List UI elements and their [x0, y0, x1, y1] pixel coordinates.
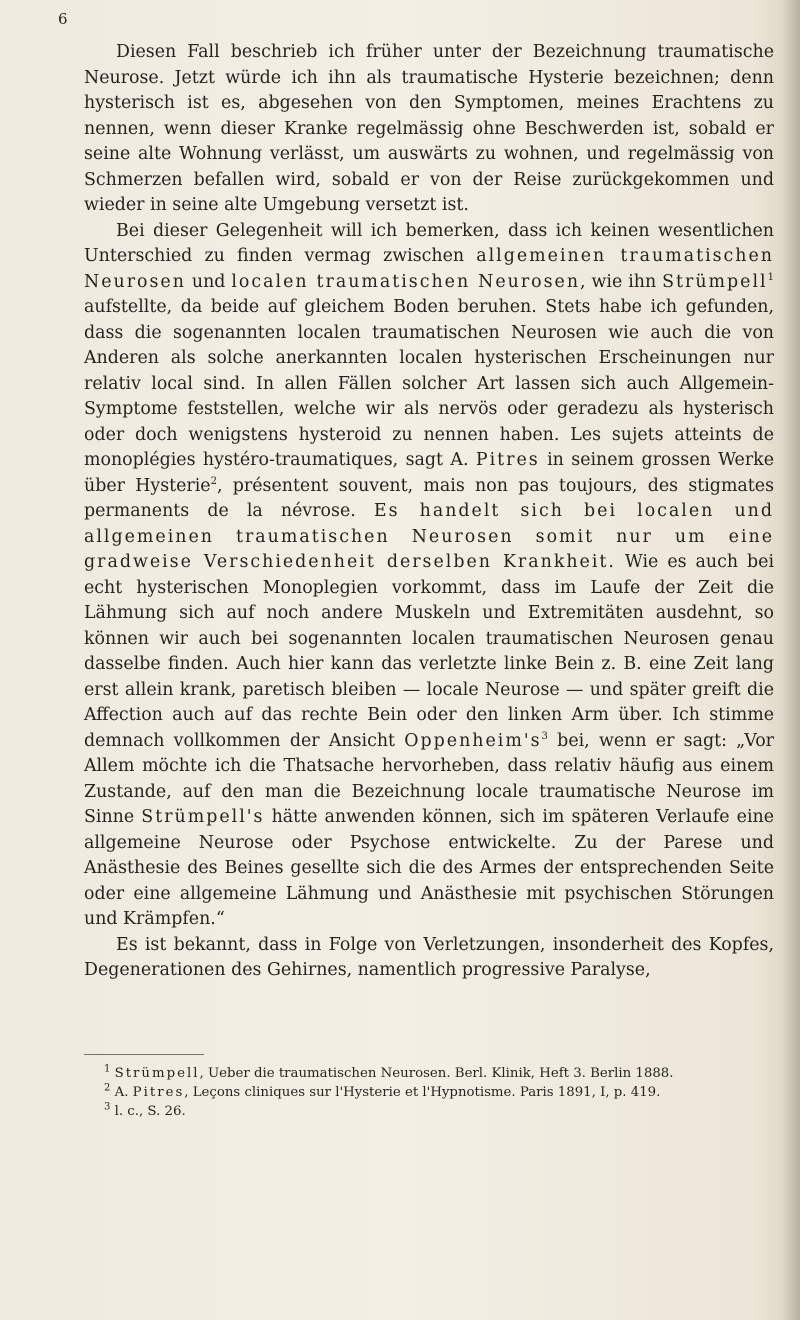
text-run: Es ist bekannt, dass in Folge von Verletzungen, insonderheit des Kopfes, Degenerationen des Gehirnes, namentlich progressive Paralyse,	[84, 934, 774, 980]
spaced-emphasis: Oppenheim's	[404, 730, 542, 751]
text-run: bei, wenn er sagt: „Vor Allem möchte ich die Thatsache hervorheben, dass relativ häufig aus einem Zustande, auf den man die Bezeichnung locale traumatische Neurose im Sinne	[84, 730, 774, 827]
paragraph	[84, 40, 774, 219]
text-run: , présentent souvent, mais non pas toujours, des stigmates permanents de la névrose.	[84, 475, 775, 521]
footnote-marker: 3	[541, 730, 548, 742]
spaced-emphasis: Strümpell	[114, 1066, 200, 1081]
footnote	[84, 1083, 774, 1102]
text-run: l. c., S. 26.	[110, 1104, 186, 1119]
text-run: , wie ihn	[580, 271, 663, 292]
paragraph	[84, 933, 774, 984]
text-run: , Ueber die traumatischen Neurosen. Berl. Klinik, Heft 3. Berlin 1888.	[199, 1066, 674, 1081]
text-run: in seinem grossen Werke über Hysterie	[84, 450, 774, 496]
text-run: A.	[110, 1085, 133, 1100]
text-run: Bei dieser Gelegenheit will ich bemerken, dass ich keinen wesentlichen Unterschied zu finden vermag zwischen	[84, 220, 774, 266]
footnote	[84, 1064, 774, 1083]
footnote-marker: 2	[210, 475, 217, 487]
footnote-marker: 2	[104, 1082, 111, 1094]
text-run: , Leçons cliniques sur l'Hysterie et l'Hypnotisme. Paris 1891, I, p. 419.	[184, 1085, 661, 1100]
page-edge-shadow	[782, 0, 800, 1320]
text-run: Diesen Fall beschrieb ich früher unter der Bezeichnung traumatische Neurose. Jetzt würde ich ihn als traumatische Hysterie bezeichnen; denn hysterisch ist es, abgesehen von den Symptomen, meines Erachtens zu nennen, wenn dieser Kranke regelmässig ohne Beschwerden ist, sobald er seine alte Wohnung verlässt, um auswärts zu wohnen, und regelmässig von Schmerzen befallen wird, sobald er von der Reise zurückgekommen und wieder in seine alte Umgebung versetzt ist.	[84, 42, 774, 215]
text-run: hätte anwenden können, sich im späteren Verlaufe eine allgemeine Neurose oder Psychose entwickelte. Zu der Parese und Anästhesie des Beines gesellte sich die des Armes der entsprechenden Seite oder eine allgemeine Lähmung und Anästhesie mit psychischen Störungen und Krämpfen.“	[84, 807, 774, 929]
text-run: und	[185, 271, 232, 292]
footnote-marker: 3	[104, 1101, 111, 1113]
spaced-emphasis: Pitres	[132, 1085, 185, 1100]
spaced-emphasis: localen traumatischen Neurosen	[231, 271, 581, 292]
body-text	[84, 40, 774, 984]
footnote-marker: 1	[767, 271, 774, 283]
footnote-marker: 1	[104, 1063, 111, 1075]
spaced-emphasis: allgemeinen traumatischen Neurosen	[84, 246, 774, 292]
spaced-emphasis: Strümpell's	[141, 807, 265, 827]
footnotes	[84, 1064, 774, 1121]
text-run: Wie es auch bei echt hysterischen Monoplegien vorkommt, dass im Laufe der Zeit die Lähmung sich auf noch andere Muskeln und Extremitäten ausdehnt, so können wir auch bei sogenannten localen traumatischen Neurosen genau dasselbe finden. Auch hier kann das verletzte linke Bein z. B. eine Zeit lang erst allein krank, paretisch bleiben — locale Neurose — und später greift die Affection auch auf das rechte Bein oder den linken Arm über. Ich stimme demnach vollkommen der Ansicht	[84, 552, 775, 751]
footnote-separator	[84, 1054, 204, 1055]
spaced-emphasis: Es handelt sich bei localen und allgemeinen traumatischen Neurosen somit nur um eine gradweise Verschiedenheit derselben Krankheit.	[84, 501, 774, 572]
text-run: aufstellte, da beide auf gleichem Boden beruhen. Stets habe ich gefunden, dass die sogenannten localen traumatischen Neurosen wie auch die von Anderen als solche anerkannten localen hysterischen Erscheinungen nur relativ local sind. In allen Fällen solcher Art lassen sich auch Allgemein-Symptome feststellen, welche wir als nervös oder geradezu als hysterisch oder doch wenigstens hysteroid zu nennen haben. Les sujets atteints de monoplégies hystéro-traumatiques, sagt A.	[84, 297, 774, 470]
page-number: 6	[58, 10, 69, 28]
footnote	[84, 1102, 774, 1121]
paragraph	[84, 219, 774, 933]
spaced-emphasis: Strümpell	[662, 271, 768, 292]
spaced-emphasis: Pitres	[475, 450, 540, 470]
